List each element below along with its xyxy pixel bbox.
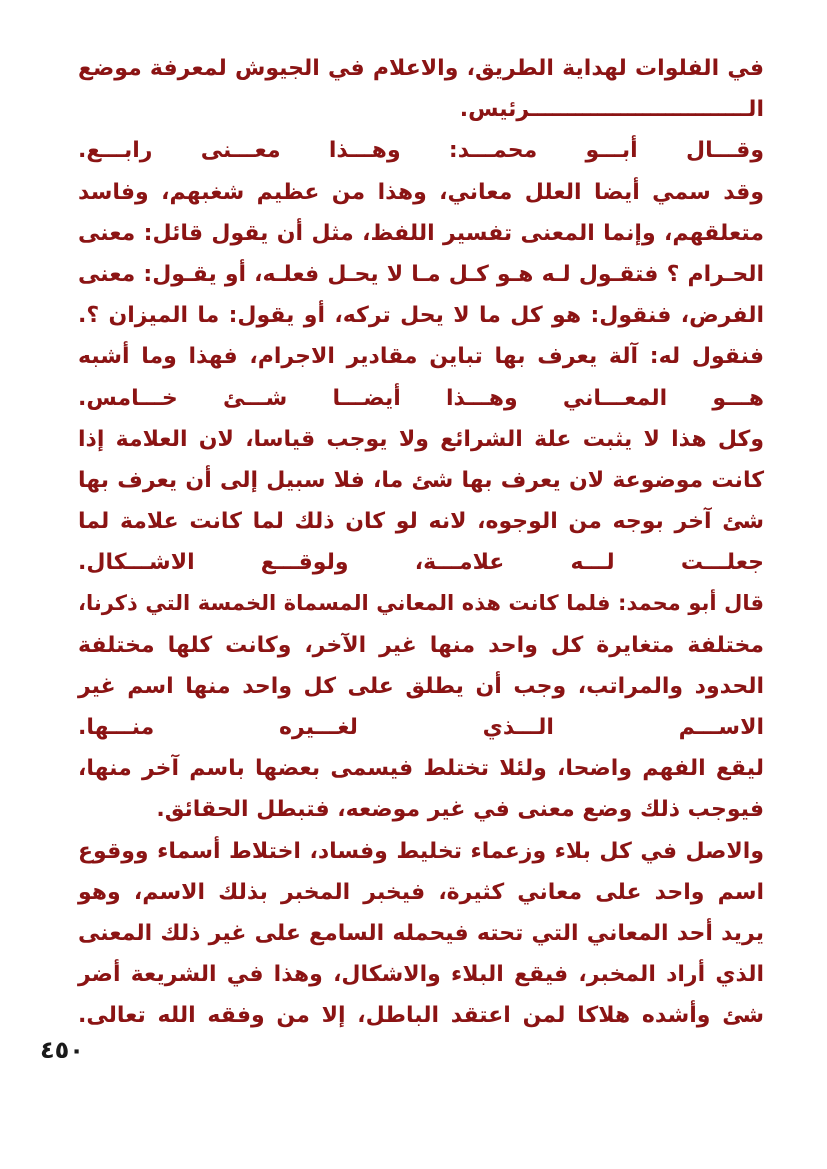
text-line: وقـــال أبـــو محمـــد: وهـــذا معـــنى رابـــع. (78, 138, 764, 164)
text-line: والاصل في كل بلاء وزعماء تخليط وفساد، اختلاط أسماء ووقوع (78, 838, 764, 864)
text-line: الفرض، فنقول: هو كل ما لا يحل تركه، أو يقول: ما الميزان ؟. (78, 303, 764, 329)
text-line: هـــو المعـــاني وهـــذا أيضـــا شـــئ خـــامس. (78, 385, 764, 411)
text-line: متعلقهم، وإنما المعنى تفسير اللفظ، مثل أن يقول قائل: معنى (78, 220, 764, 246)
page-number: ٤٥٠ (40, 1036, 84, 1064)
text-line: الحـرام ؟ فتقـول لـه هـو كـل مـا لا يحـل فعلـه، أو يقـول: معنى (78, 261, 764, 287)
text-line: شئ آخر بوجه من الوجوه، لانه لو كان ذلك لما كانت علامة لما (78, 509, 764, 535)
body-text (78, 48, 764, 1037)
text-line: وكل هذا لا يثبت علة الشرائع ولا يوجب قياسا، لان العلامة إذا (78, 426, 764, 452)
text-line: كانت موضوعة لان يعرف بها شئ ما، فلا سبيل إلى أن يعرف بها (78, 467, 764, 493)
text-line: وقد سمي أيضا العلل معاني، وهذا من عظيم شغبهم، وفاسد (78, 179, 764, 205)
text-line: الحدود والمراتب، وجب أن يطلق على كل واحد منها اسم غير (78, 673, 764, 699)
text-line: قال أبو محمد: فلما كانت هذه المعاني المسماة الخمسة التي ذكرنا، (78, 591, 764, 616)
text-line: الـــــــــــــــــــــــــــــرئيس. (459, 97, 764, 123)
text-line: في الفلوات لهداية الطريق، والاعلام في الجيوش لمعرفة موضع (78, 56, 764, 81)
text-line: مختلفة متغايرة كل واحد منها غير الآخر، وكانت كلها مختلفة (78, 632, 764, 658)
text-line: ليقع الفهم واضحا، ولئلا تختلط فيسمى بعضها باسم آخر منها، (78, 756, 764, 782)
text-line: فنقول له: آلة يعرف بها تباين مقادير الاجرام، فهذا وما أشبه (78, 344, 764, 370)
text-line: شئ وأشده هلاكا لمن اعتقد الباطل، إلا من وفقه الله تعالى. (78, 1003, 764, 1029)
text-line: فيوجب ذلك وضع معنى في غير موضعه، فتبطل الحقائق. (156, 797, 764, 823)
text-line: يريد أحد المعاني التي تحته فيحمله السامع على غير ذلك المعنى (78, 920, 764, 946)
text-line: الاســـم الـــذي لغـــيره منـــها. (78, 715, 764, 740)
text-line: جعلـــت لـــه علامـــة، ولوقـــع الاشـــكال. (78, 550, 764, 576)
text-line: اسم واحد على معاني كثيرة، فيخبر المخبر بذلك الاسم، وهو (78, 879, 764, 905)
text-line: الذي أراد المخبر، فيقع البلاء والاشكال، وهذا في الشريعة أضر (78, 962, 764, 988)
